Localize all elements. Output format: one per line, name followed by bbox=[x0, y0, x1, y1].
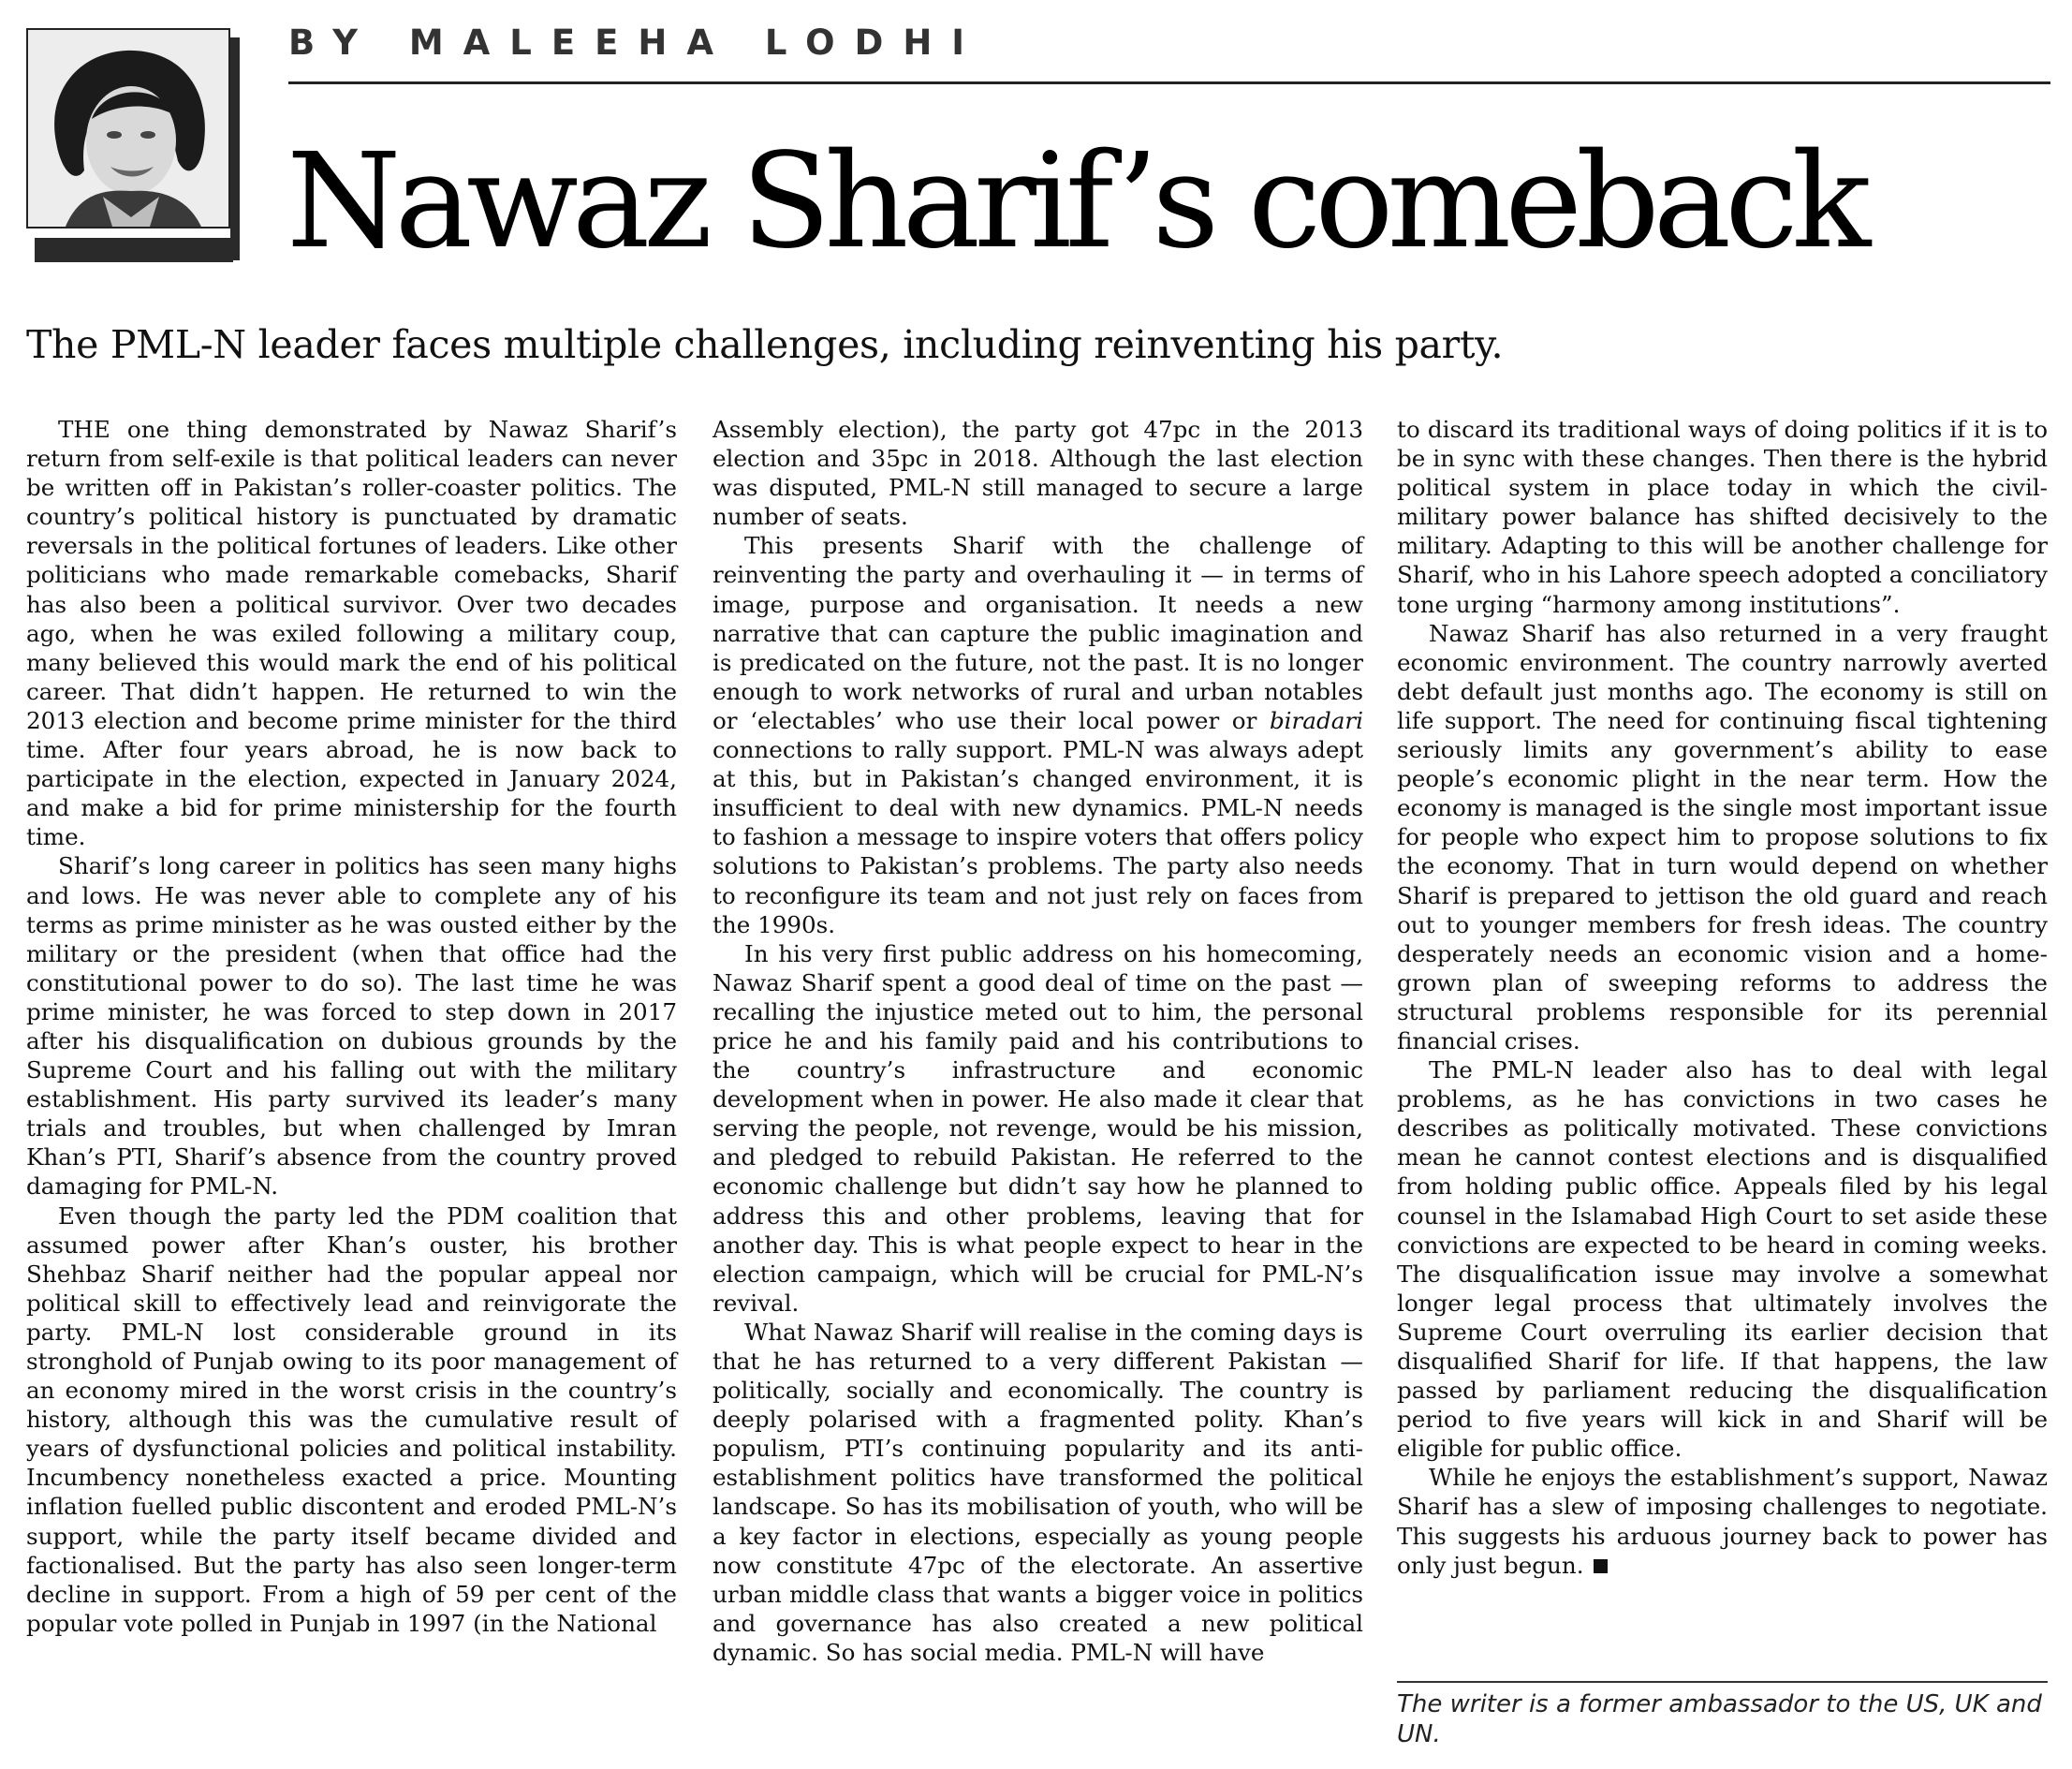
article-column-1 bbox=[26, 415, 677, 1638]
article-paragraph: The PML-N leader also has to deal with legal problems, as he has convictions in two cases he describes as politically motivated. These convictions mean he cannot contest elections and is disqualified from holding public office. Appeals filed by his legal counsel in the Islamabad High Court to set aside these convictions are expected to be heard in coming weeks. The disqualification issue may involve a somewhat longer legal process that ultimately involves the Supreme Court overruling its earlier decision that disqualified Sharif for life. If that happens, the law passed by parliament reducing the disqualification period to five years will kick in and Sharif will be eligible for public office. bbox=[1397, 1056, 2048, 1463]
portrait-frame-shadow-bottom bbox=[35, 238, 233, 262]
author-portrait-icon bbox=[28, 30, 228, 227]
headline: Nawaz Sharif’s comeback bbox=[287, 125, 1865, 278]
header-rule bbox=[288, 81, 2050, 84]
author-portrait bbox=[26, 28, 230, 228]
paragraph-text: connections to rally support. PML-N was always adept at this, but in Pakistan’s changed environment, it is insufficient to deal with new dynamics. PML-N needs to fashion a message to inspire voters that offers policy solutions to Pakistan’s problems. The party also needs to reconfigure its team and not just rely on faces from the 1990s. bbox=[713, 736, 1363, 938]
article-paragraph: Nawaz Sharif has also returned in a very fraught economic environment. The country narrowly averted debt default just months ago. The economy is still on life support. The need for continuing fiscal tightening seriously limits any government’s ability to ease people’s economic plight in the near term. How the economy is managed is the single most important issue for people who expect him to propose solutions to fix the economy. That in turn would depend on whether Sharif is prepared to jettison the old guard and reach out to younger members for fresh ideas. The country desperately needs an economic vision and a home-grown plan of sweeping reforms to address the structural problems responsible for its perennial financial crises. bbox=[1397, 619, 2048, 1054]
author-note: The writer is a former ambassador to the US, UK and UN. bbox=[1397, 1690, 2042, 1748]
article-column-2 bbox=[713, 415, 1363, 1667]
article-column-3 bbox=[1397, 415, 2048, 1580]
article-paragraph: In his very first public address on his homecoming, Nawaz Sharif spent a good deal of time on the past — recalling the injustice meted out to him, the personal price he and his family paid and his contributions to the country’s infrastructure and economic development when in power. He also made it clear that serving the people, not revenge, would be his mission, and pledged to rebuild Pakistan. He referred to the economic challenge but didn’t say how he planned to address this and other problems, leaving that for another day. This is what people expect to hear in the election campaign, which will be crucial for PML-N’s revival. bbox=[713, 939, 1363, 1317]
article-paragraph: Even though the party led the PDM coalition that assumed power after Khan’s ouster, his brother Shehbaz Sharif neither had the popular appeal nor political skill to effectively lead and reinvigorate the party. PML-N lost considerable ground in its stronghold of Punjab owing to its poor management of an economy mired in the worst crisis in the country’s history, although this was the cumulative result of years of dysfunctional policies and political instability. Incumbency nonetheless exacted a price. Mounting inflation fuelled public discontent and eroded PML-N’s support, while the party itself became divided and factionalised. But the party has also seen longer-term decline in support. From a high of 59 per cent of the popular vote polled in Punjab in 1997 (in the National bbox=[26, 1201, 677, 1637]
end-mark-icon bbox=[1594, 1559, 1608, 1573]
article-paragraph: THE one thing demonstrated by Nawaz Sharif’s return from self-exile is that political leaders can never be written off in Pakistan’s roller-coaster politics. The country’s political history is punctuated by dramatic reversals in the political fortunes of leaders. Like other politicians who made remarkable comebacks, Sharif has also been a political survivor. Over two decades ago, when he was exiled following a military coup, many believed this would mark the end of his political career. That didn’t happen. He returned to win the 2013 election and become prime minister for the third time. After four years abroad, he is now back to participate in the election, expected in January 2024, and make a bid for prime ministership for the fourth time. bbox=[26, 416, 677, 851]
subheadline: The PML-N leader faces multiple challenges, including reinventing his party. bbox=[26, 322, 1504, 367]
article-paragraph bbox=[1397, 1463, 2048, 1579]
portrait-frame-shadow-right bbox=[230, 37, 240, 260]
byline: BY MALEEHA LODHI bbox=[288, 22, 985, 63]
article-paragraph: What Nawaz Sharif will realise in the coming days is that he has returned to a very different Pakistan — politically, socially and economically. The country is deeply polarised with a fragmented polity. Khan’s populism, PTI’s continuing popularity and its anti-establishment politics have transformed the political landscape. So has its mobilisation of youth, who will be a key factor in elections, especially as young people now constitute 47pc of the electorate. An assertive urban middle class that wants a bigger voice in politics and governance has also created a new political dynamic. So has social media. PML-N will have bbox=[713, 1318, 1363, 1666]
article-paragraph-continued: Assembly election), the party got 47pc in the 2013 election and 35pc in 2018. Although the last election was disputed, PML-N still managed to secure a large number of seats. bbox=[713, 416, 1363, 531]
paragraph-text: This presents Sharif with the challenge of reinventing the party and overhauling it — in terms of image, purpose and organisation. It needs a new narrative that can capture the public imagination and is predicated on the future, not the past. It is no longer enough to work networks of rural and urban notables or ‘electables’ who use their local power or bbox=[713, 532, 1363, 734]
footer-rule bbox=[1397, 1681, 2048, 1683]
article-paragraph-continued: to discard its traditional ways of doing politics if it is to be in sync with these changes. Then there is the hybrid political system in place today in which the civil-military power balance has shifted decisively to the military. Adapting to this will be another challenge for Sharif, who in his Lahore speech adopted a conciliatory tone urging “harmony among institutions”. bbox=[1397, 416, 2048, 618]
italic-term: biradari bbox=[1269, 706, 1363, 734]
paragraph-text: While he enjoys the establishment’s support, Nawaz Sharif has a slew of imposing challenges to negotiate. This suggests his arduous journey back to power has only just begun. bbox=[1397, 1464, 2048, 1579]
article-paragraph bbox=[713, 531, 1363, 938]
article-paragraph: Sharif’s long career in politics has seen many highs and lows. He was never able to complete any of his terms as prime minister as he was ousted either by the military or the president (when that office had the constitutional power to do so). The last time he was prime minister, he was forced to step down in 2017 after his disqualification on dubious grounds by the Supreme Court and his falling out with the military establishment. His party survived its leader’s many trials and troubles, but when challenged by Imran Khan’s PTI, Sharif’s absence from the country proved damaging for PML-N. bbox=[26, 852, 677, 1201]
